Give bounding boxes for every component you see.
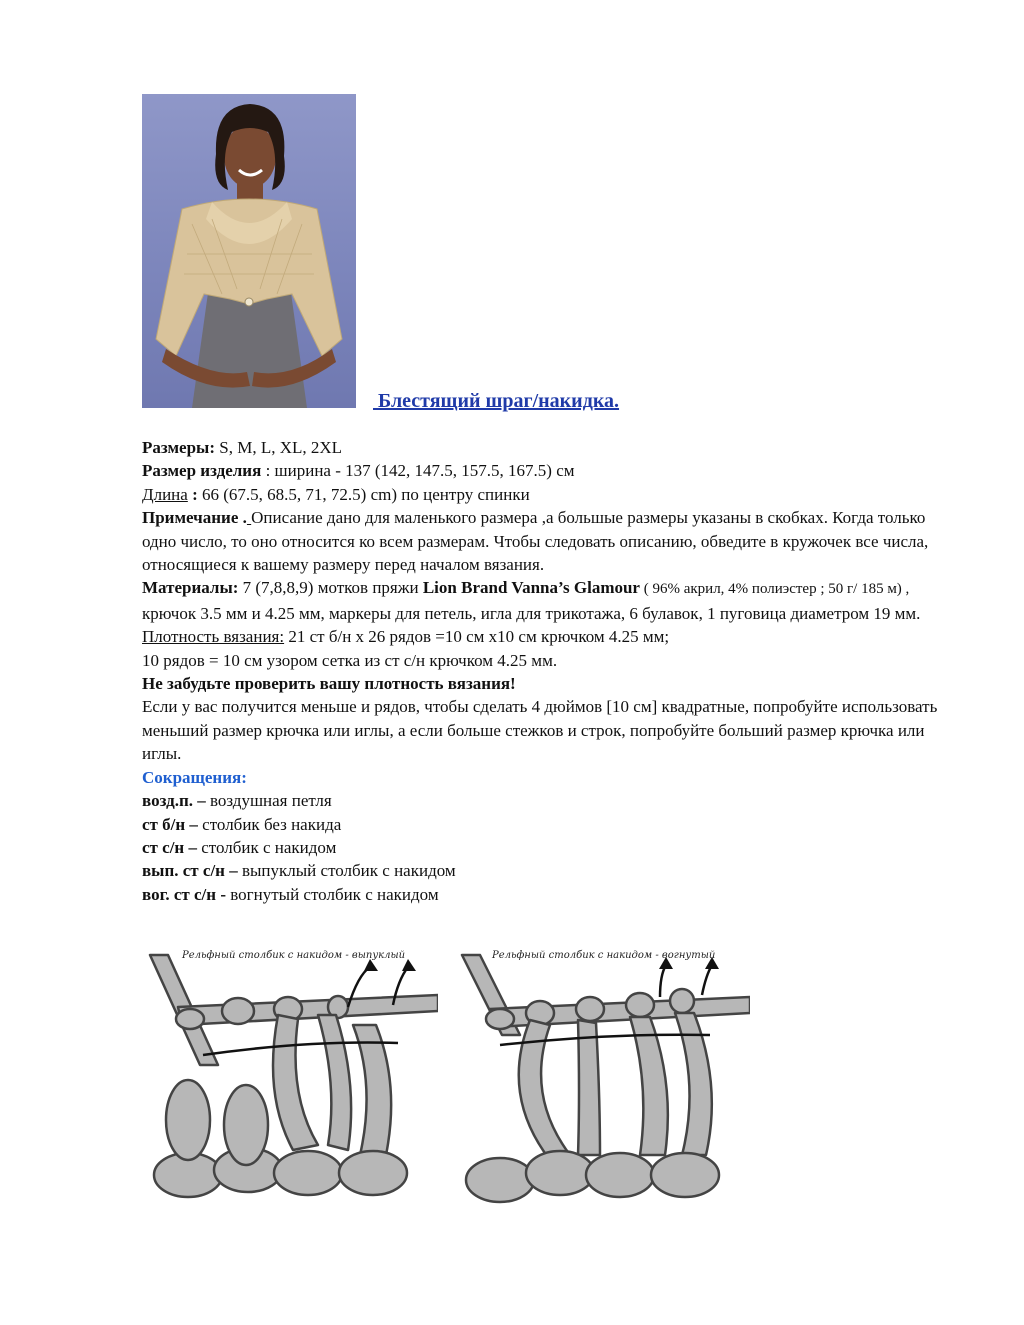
materials-rest: крючок 3.5 мм и 4.25 мм, маркеры для петель, игла для трикотажа, 6 булавок, 1 пуговица диаметром 19 мм. xyxy=(142,603,921,623)
abbreviation-sep: – xyxy=(184,837,202,857)
abbreviation-def: вогнутый столбик с накидом xyxy=(230,884,439,904)
product-photo xyxy=(142,94,356,408)
abbreviation-def: выпуклый столбик с накидом xyxy=(241,861,456,881)
dimensions-value: : ширина - 137 (142, 147.5, 157.5, 167.5) см xyxy=(261,461,575,481)
abbreviation-sep: - xyxy=(216,884,231,904)
abbreviation-term: ст б/н xyxy=(142,814,186,834)
note-label: Примечание . xyxy=(142,508,247,528)
front-post-diagram xyxy=(148,945,438,1212)
abbreviation-def: столбик с накидом xyxy=(201,837,337,857)
length-colon: : xyxy=(187,484,198,504)
dimensions-line xyxy=(142,459,962,482)
materials-brand: Lion Brand Vanna’s Glamour xyxy=(422,578,640,598)
abbreviation-term: ст с/н xyxy=(142,837,185,857)
length-line xyxy=(142,483,962,506)
abbreviation-term: вог. ст с/н xyxy=(142,884,217,904)
abbreviation-sep: – xyxy=(185,814,203,834)
sizes-value: S, M, L, XL, 2XL xyxy=(215,438,343,457)
gauge-line-2: 10 рядов = 10 см узором сетка из ст с/н крючком 4.25 мм. xyxy=(142,650,558,670)
sizes-line xyxy=(142,436,962,459)
abbreviation-item xyxy=(142,836,962,859)
sizes-label: Размеры: xyxy=(142,438,215,457)
materials-label: Материалы: xyxy=(142,578,239,598)
page-title: Блестящий шраг/накидка. xyxy=(373,390,620,412)
abbreviation-sep: – xyxy=(192,791,210,811)
back-post-illustration xyxy=(460,945,750,1207)
gauge-line1: 21 ст б/н х 26 рядов =10 см х10 см крючком 4.25 мм; xyxy=(284,627,670,647)
note-text: Описание дано для маленького размера ,а большые размеры указаны в скобках. Когда только одно число, то оно относится ко всем размерам. Чтобы следовать описанию, обведите в кружочек все числа, относящиеся к вашему размеру перед началом вязания. xyxy=(142,508,929,575)
abbreviation-def: столбик без накида xyxy=(202,814,342,834)
abbreviations-title: Сокращения: xyxy=(142,767,247,787)
abbreviation-sep: – xyxy=(224,861,242,881)
materials-composition: ( 96% акрил, 4% полиэстер ; 50 г/ 185 м) , xyxy=(639,581,910,598)
gauge-line xyxy=(142,625,962,648)
back-post-diagram xyxy=(460,945,750,1212)
model-illustration xyxy=(142,94,356,408)
pattern-text xyxy=(142,436,962,906)
materials-pre: 7 (7,8,8,9) мотков пряжи xyxy=(238,578,423,598)
back-post-caption: Рельфный столбик с накидом - вогнутый xyxy=(492,950,716,961)
front-post-caption: Рельфный столбик с накидом - выпуклый xyxy=(182,950,406,961)
gauge-label: Плотность вязания: xyxy=(142,627,285,647)
gauge-advice: Если у вас получится меньше и рядов, чтобы сделать 4 дюймов [10 см] квадратные, попробуйте использовать меньший размер крючка или иглы, а если больше стежков и строк, попробуйте больший размер крючка или иглы. xyxy=(142,697,938,764)
abbreviation-item xyxy=(142,883,962,906)
abbreviation-item xyxy=(142,789,962,812)
abbreviation-term: вып. ст с/н xyxy=(142,861,225,881)
length-value: 66 (67.5, 68.5, 71, 72.5) cm) по центру спинки xyxy=(197,484,530,504)
abbreviation-item xyxy=(142,813,962,836)
length-label: Длина xyxy=(142,484,188,504)
abbreviation-item xyxy=(142,859,962,882)
front-post-illustration xyxy=(148,945,438,1207)
materials-paragraph xyxy=(142,576,962,625)
dimensions-label: Размер изделия xyxy=(142,461,262,481)
gauge-check: Не забудьте проверить вашу плотность вязания! xyxy=(142,674,516,694)
abbreviation-def: воздушная петля xyxy=(209,791,332,811)
note-paragraph xyxy=(142,506,962,576)
abbreviation-term: возд.п. xyxy=(142,791,193,811)
